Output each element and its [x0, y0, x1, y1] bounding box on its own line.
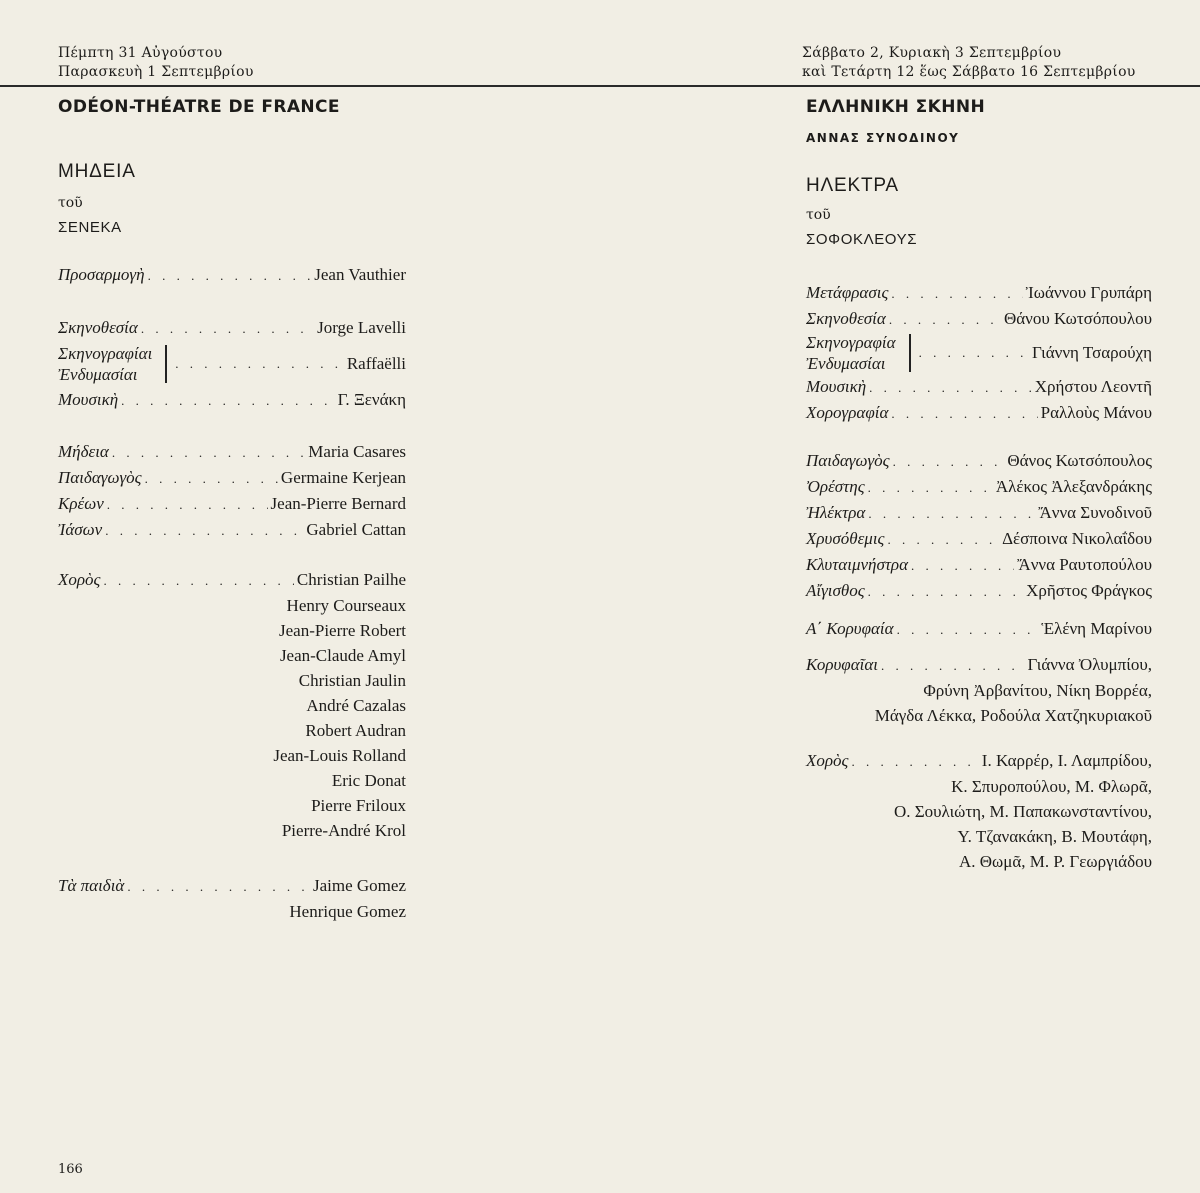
credit-name: Γιάννη Τσαρούχη: [1031, 343, 1152, 362]
cast-name: Δέσποινα Νικολαΐδου: [1002, 529, 1152, 548]
leader-dots: [869, 375, 1032, 400]
cast-role: Μήδεια: [58, 442, 109, 461]
play-heading-left: [58, 161, 406, 236]
leader-dots: [851, 749, 978, 774]
credit-row: [806, 306, 1152, 332]
chorus-member: Jean-Louis Rolland: [273, 746, 406, 765]
credit-name: Raffaëlli: [346, 354, 406, 373]
cast-list-left: [58, 439, 406, 543]
chorus-member: Jean-Pierre Robert: [279, 621, 406, 640]
chorus-member: Ι. Καρρέρ, Ι. Λαμπρίδου,: [981, 751, 1152, 770]
credit-row: [58, 387, 406, 413]
chorus-row: [806, 748, 1152, 774]
company-subtitle: ΑΝΝΑΣ ΣΥΝΟΔΙΝΟΥ: [806, 131, 960, 145]
cast-name: Ἀλέκος Ἀλεξανδράκης: [995, 477, 1152, 496]
credit-name: Jorge Lavelli: [317, 318, 406, 337]
bracket-roles: [58, 343, 152, 385]
cast-role: Παιδαγωγὸς: [58, 468, 142, 487]
cast-role: Κορυφαῖαι: [806, 655, 879, 674]
cast-name: Θάνος Κωτσόπουλος: [1007, 451, 1152, 470]
play-author: ΣΟΦΟΚΛΕΟΥΣ: [806, 231, 918, 248]
leader-dots: [868, 579, 1023, 604]
chorus-member: Pierre Friloux: [311, 796, 406, 815]
cast-name: Henrique Gomez: [289, 902, 406, 921]
play-author: ΣΕΝΕΚΑ: [58, 219, 122, 236]
leaders-line: Μάγδα Λέκκα, Ροδούλα Χατζηκυριακοῦ: [874, 706, 1152, 725]
chorus-member: André Cazalas: [306, 696, 406, 715]
credits-right: [806, 280, 1152, 426]
leader-dots: [112, 440, 305, 465]
credit-role: Σκηνοθεσία: [806, 309, 886, 328]
credit-role: Μουσικὴ: [58, 390, 119, 409]
cast-role: Χρυσόθεμις: [806, 529, 885, 548]
credit-row: [806, 400, 1152, 426]
credit-role: Μετάφρασις: [806, 283, 889, 302]
credit-role: Ἐνδυμασίαι: [806, 354, 886, 373]
cast-role: Αἴγισθος: [806, 581, 865, 600]
credit-role: Χορογραφία: [806, 403, 889, 422]
leader-dots: [175, 356, 343, 372]
credit-bracket-row: [58, 343, 406, 385]
leaders-line: Φρύνη Ἀρβανίτου, Νίκη Βορρέα,: [923, 681, 1152, 700]
leader-dots: [868, 475, 993, 500]
cast-name: Ἑλένη Μαρίνου: [1041, 619, 1152, 638]
cast-name: Maria Casares: [308, 442, 406, 461]
chorus-line: Υ. Τζανακάκη, Β. Μουτάφη,: [957, 827, 1152, 846]
cast-role: Παιδαγωγὸς: [806, 451, 890, 470]
leader-dots: [103, 568, 293, 593]
cast-row: [806, 500, 1152, 526]
cast-role: Κρέων: [58, 494, 104, 513]
leader-dots: [141, 316, 314, 341]
credit-name: Ἰωάννου Γρυπάρη: [1025, 283, 1152, 302]
leader-dots: [891, 401, 1037, 426]
chorus-member: Christian Pailhe: [296, 570, 406, 589]
bracket-mark: [902, 334, 911, 372]
chorus-role: Χορὸς: [806, 751, 849, 770]
cast-role: Τὰ παιδιὰ: [58, 876, 125, 895]
company-name-right: ΕΛΛΗΝΙΚΗ ΣΚΗΝΗ: [806, 97, 986, 117]
leader-dots: [919, 345, 1028, 361]
cast-name: Χρῆστος Φράγκος: [1026, 581, 1152, 600]
chorus-member: Robert Audran: [305, 721, 406, 740]
credit-name: Ραλλοὺς Μάνου: [1040, 403, 1152, 422]
play-title: ΜΗΔΕΙΑ: [58, 161, 136, 182]
credit-name: Jean Vauthier: [314, 265, 406, 284]
credit-row: [806, 280, 1152, 306]
leader-dots: [881, 653, 1025, 678]
children-list-left: [58, 873, 406, 924]
header-divider: [0, 85, 1200, 87]
cast-row: [806, 578, 1152, 604]
header-left-line2: Παρασκευὴ 1 Σεπτεμβρίου: [58, 64, 254, 80]
header-right-line1: Σάββατο 2, Κυριακὴ 3 Σεπτεμβρίου: [802, 45, 1062, 61]
cast-name: Jean-Pierre Bernard: [270, 494, 406, 513]
cast-row: [806, 448, 1152, 474]
credit-name: Χρήστου Λεοντῆ: [1034, 377, 1152, 396]
chorus-member: Henry Courseaux: [286, 596, 406, 615]
credit-role: Προσαρμογὴ: [58, 265, 145, 284]
leader-dots: [889, 307, 1001, 332]
header-right-line2: καὶ Τετάρτη 12 ἕως Σάββατο 16 Σεπτεμβρίου: [802, 64, 1136, 80]
credit-name: Θάνου Κωτσόπουλου: [1003, 309, 1152, 328]
cast-row: [58, 517, 406, 543]
cast-name: Jaime Gomez: [313, 876, 406, 895]
chorus-member: Eric Donat: [331, 771, 406, 790]
header-left-line1: Πέμπτη 31 Αὐγούστου: [58, 45, 223, 61]
cast-name: Gabriel Cattan: [306, 520, 406, 539]
leaders-list: [806, 652, 1152, 728]
chorus-list-right: [806, 748, 1152, 874]
cast-role: Κλυταιμνήστρα: [806, 555, 909, 574]
play-title: ΗΛΕΚΤΡΑ: [806, 175, 899, 196]
credit-row: [806, 374, 1152, 400]
credit-bracket-row: [806, 332, 1152, 374]
credit-name: Γ. Ξενάκη: [337, 390, 406, 409]
cast-row: [58, 465, 406, 491]
cast-list-right: [806, 448, 1152, 604]
play-heading-right: [806, 175, 1152, 248]
credit-role: Σκηνοθεσία: [58, 318, 138, 337]
play-of: τοῦ: [806, 207, 831, 223]
cast-row: [58, 439, 406, 465]
leader-dots: [897, 617, 1039, 642]
header-dates-right: [802, 44, 1136, 82]
leader-dots: [911, 553, 1014, 578]
credit-role: Σκηνογραφία: [806, 333, 896, 352]
leaders-row: [806, 652, 1152, 678]
cast-row: [58, 873, 406, 899]
cast-name: Γιάννα Ὀλυμπίου,: [1027, 655, 1152, 674]
cast-role: Ἰάσων: [58, 520, 103, 539]
leader-dots: [893, 449, 1005, 474]
chorus-list-left: [58, 567, 406, 843]
credit-role: Μουσικὴ: [806, 377, 867, 396]
leader-dots: [887, 527, 999, 552]
play-of: τοῦ: [58, 195, 83, 211]
left-program-column: [58, 97, 406, 924]
chorus-member: Christian Jaulin: [298, 671, 406, 690]
leader-dots: [105, 518, 303, 543]
leader-dots: [127, 874, 310, 899]
cast-name: Ἄννα Συνοδινοῦ: [1038, 503, 1152, 522]
leader-dots: [107, 492, 268, 517]
cast-role: Α΄ Κορυφαία: [806, 619, 894, 638]
cast-name: Ἄννα Ραυτοπούλου: [1017, 555, 1152, 574]
company-name-left: ODÉON-THÉATRE DE FRANCE: [58, 97, 340, 117]
first-leader-row: [806, 616, 1152, 642]
leader-dots: [121, 388, 334, 413]
leader-dots: [148, 263, 312, 288]
page-number: 166: [58, 1162, 83, 1177]
bracket-roles: [806, 332, 896, 374]
bracket-mark: [158, 345, 167, 383]
cast-role: Ἠλέκτρα: [806, 503, 866, 522]
leader-dots: [868, 501, 1035, 526]
credit-role: Σκηνογραφίαι: [58, 344, 153, 363]
credit-row: [58, 262, 406, 288]
leader-dots: [891, 281, 1022, 306]
cast-row: [58, 491, 406, 517]
cast-row: [806, 474, 1152, 500]
chorus-member: Jean-Claude Amyl: [279, 646, 406, 665]
chorus-row: [58, 567, 406, 593]
cast-name: Germaine Kerjean: [280, 468, 406, 487]
cast-role: Ὀρέστης: [806, 477, 865, 496]
cast-row: [806, 526, 1152, 552]
chorus-member: Pierre-André Krol: [281, 821, 406, 840]
credit-role: Ἐνδυμασίαι: [58, 365, 138, 384]
leader-dots: [145, 466, 278, 491]
chorus-line: Κ. Σπυροπούλου, Μ. Φλωρᾶ,: [951, 777, 1152, 796]
chorus-line: Ο. Σουλιώτη, Μ. Παπακωνσταντίνου,: [893, 802, 1152, 821]
header-dates-left: [58, 44, 254, 82]
right-program-column: [806, 97, 1152, 874]
chorus-role: Χορὸς: [58, 570, 101, 589]
credit-row: [58, 315, 406, 341]
chorus-line: Α. Θωμᾶ, Μ. Ρ. Γεωργιάδου: [958, 852, 1152, 871]
cast-row: [806, 552, 1152, 578]
